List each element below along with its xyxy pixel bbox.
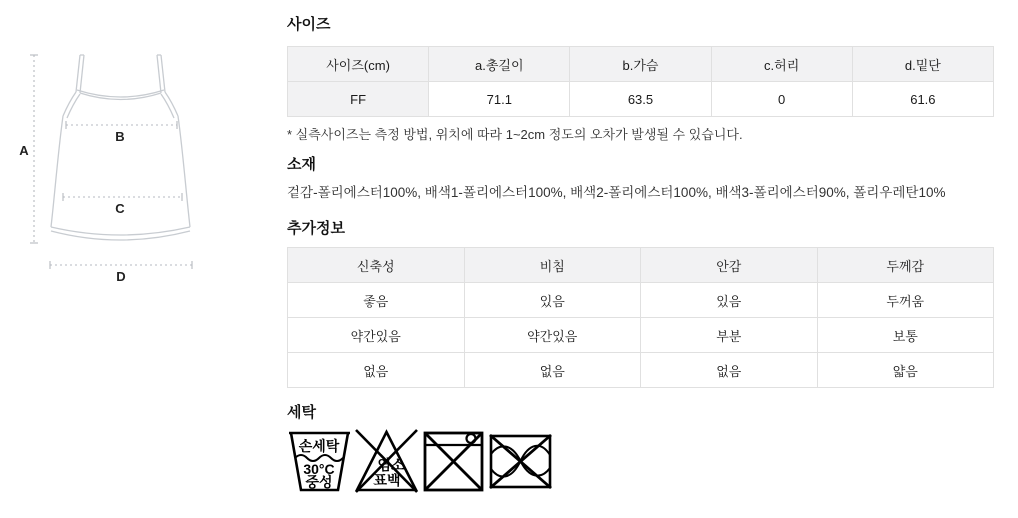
no-tumble-dry-icon bbox=[421, 428, 486, 494]
size-col-header: b.가슴 bbox=[570, 47, 711, 82]
figure-label-chest: B bbox=[115, 129, 125, 144]
extra-info-cell: 좋음 bbox=[288, 283, 465, 318]
size-col-header: a.총길이 bbox=[429, 47, 570, 82]
laundry-care-icons bbox=[287, 428, 553, 494]
size-table-row bbox=[288, 82, 994, 117]
extra-info-cell: 없음 bbox=[641, 353, 818, 388]
wash-temp-label: 30°C bbox=[303, 461, 335, 477]
extra-info-row bbox=[288, 318, 994, 353]
no-wring-icon bbox=[488, 428, 553, 494]
size-col-header: 사이즈(cm) bbox=[288, 47, 429, 82]
extra-info-col-header: 신축성 bbox=[288, 248, 465, 283]
extra-info-cell: 있음 bbox=[464, 283, 641, 318]
extra-info-row bbox=[288, 283, 994, 318]
size-value-cell: 61.6 bbox=[852, 82, 993, 117]
extra-info-cell: 있음 bbox=[641, 283, 818, 318]
extra-info-cell: 없음 bbox=[288, 353, 465, 388]
size-value-cell: 63.5 bbox=[570, 82, 711, 117]
size-value-cell: 71.1 bbox=[429, 82, 570, 117]
extra-info-header-row bbox=[288, 248, 994, 283]
bleach-label: 표백 bbox=[373, 472, 401, 488]
extra-info-col-header: 비침 bbox=[464, 248, 641, 283]
extra-info-col-header: 두께감 bbox=[817, 248, 994, 283]
figure-label-waist: C bbox=[115, 201, 125, 216]
figure-label-hem: D bbox=[116, 269, 126, 284]
size-tolerance-note: * 실측사이즈는 측정 방법, 위치에 따라 1~2cm 정도의 오차가 발생될 수 있습니다. bbox=[287, 127, 743, 142]
extra-info-row bbox=[288, 353, 994, 388]
extra-info-cell: 약간있음 bbox=[288, 318, 465, 353]
extra-info-section-title: 추가정보 bbox=[287, 220, 345, 237]
extra-info-cell: 얇음 bbox=[817, 353, 994, 388]
laundry-section-title: 세탁 bbox=[287, 404, 316, 421]
size-name-cell: FF bbox=[288, 82, 429, 117]
extra-info-cell: 없음 bbox=[464, 353, 641, 388]
extra-info-cell: 약간있음 bbox=[464, 318, 641, 353]
size-value-cell: 0 bbox=[711, 82, 852, 117]
chlorine-label: 염소 bbox=[377, 457, 405, 473]
extra-info-col-header: 안감 bbox=[641, 248, 818, 283]
material-section-title: 소재 bbox=[287, 156, 316, 173]
extra-info-cell: 두꺼움 bbox=[817, 283, 994, 318]
material-composition: 겉감-폴리에스터100%, 배색1-폴리에스터100%, 배색2-폴리에스터100%, 배색3-폴리에스터90%, 폴리우레탄10% bbox=[287, 185, 946, 200]
measurement-caps bbox=[30, 55, 192, 269]
size-table-header-row bbox=[288, 47, 994, 82]
neutral-detergent-label: 중성 bbox=[305, 474, 333, 490]
hand-wash-30c-icon bbox=[287, 428, 352, 494]
size-table bbox=[287, 46, 994, 117]
garment-measurement-diagram bbox=[0, 0, 260, 310]
product-info-column bbox=[287, 0, 994, 518]
size-col-header: c.허리 bbox=[711, 47, 852, 82]
size-section-title: 사이즈 bbox=[287, 16, 331, 33]
extra-info-cell: 부분 bbox=[641, 318, 818, 353]
extra-info-cell: 보통 bbox=[817, 318, 994, 353]
hand-wash-label: 손세탁 bbox=[298, 438, 340, 454]
extra-info-table bbox=[287, 247, 994, 388]
figure-label-total-length: A bbox=[19, 143, 29, 158]
no-chlorine-bleach-icon bbox=[354, 428, 419, 494]
size-col-header: d.밑단 bbox=[852, 47, 993, 82]
